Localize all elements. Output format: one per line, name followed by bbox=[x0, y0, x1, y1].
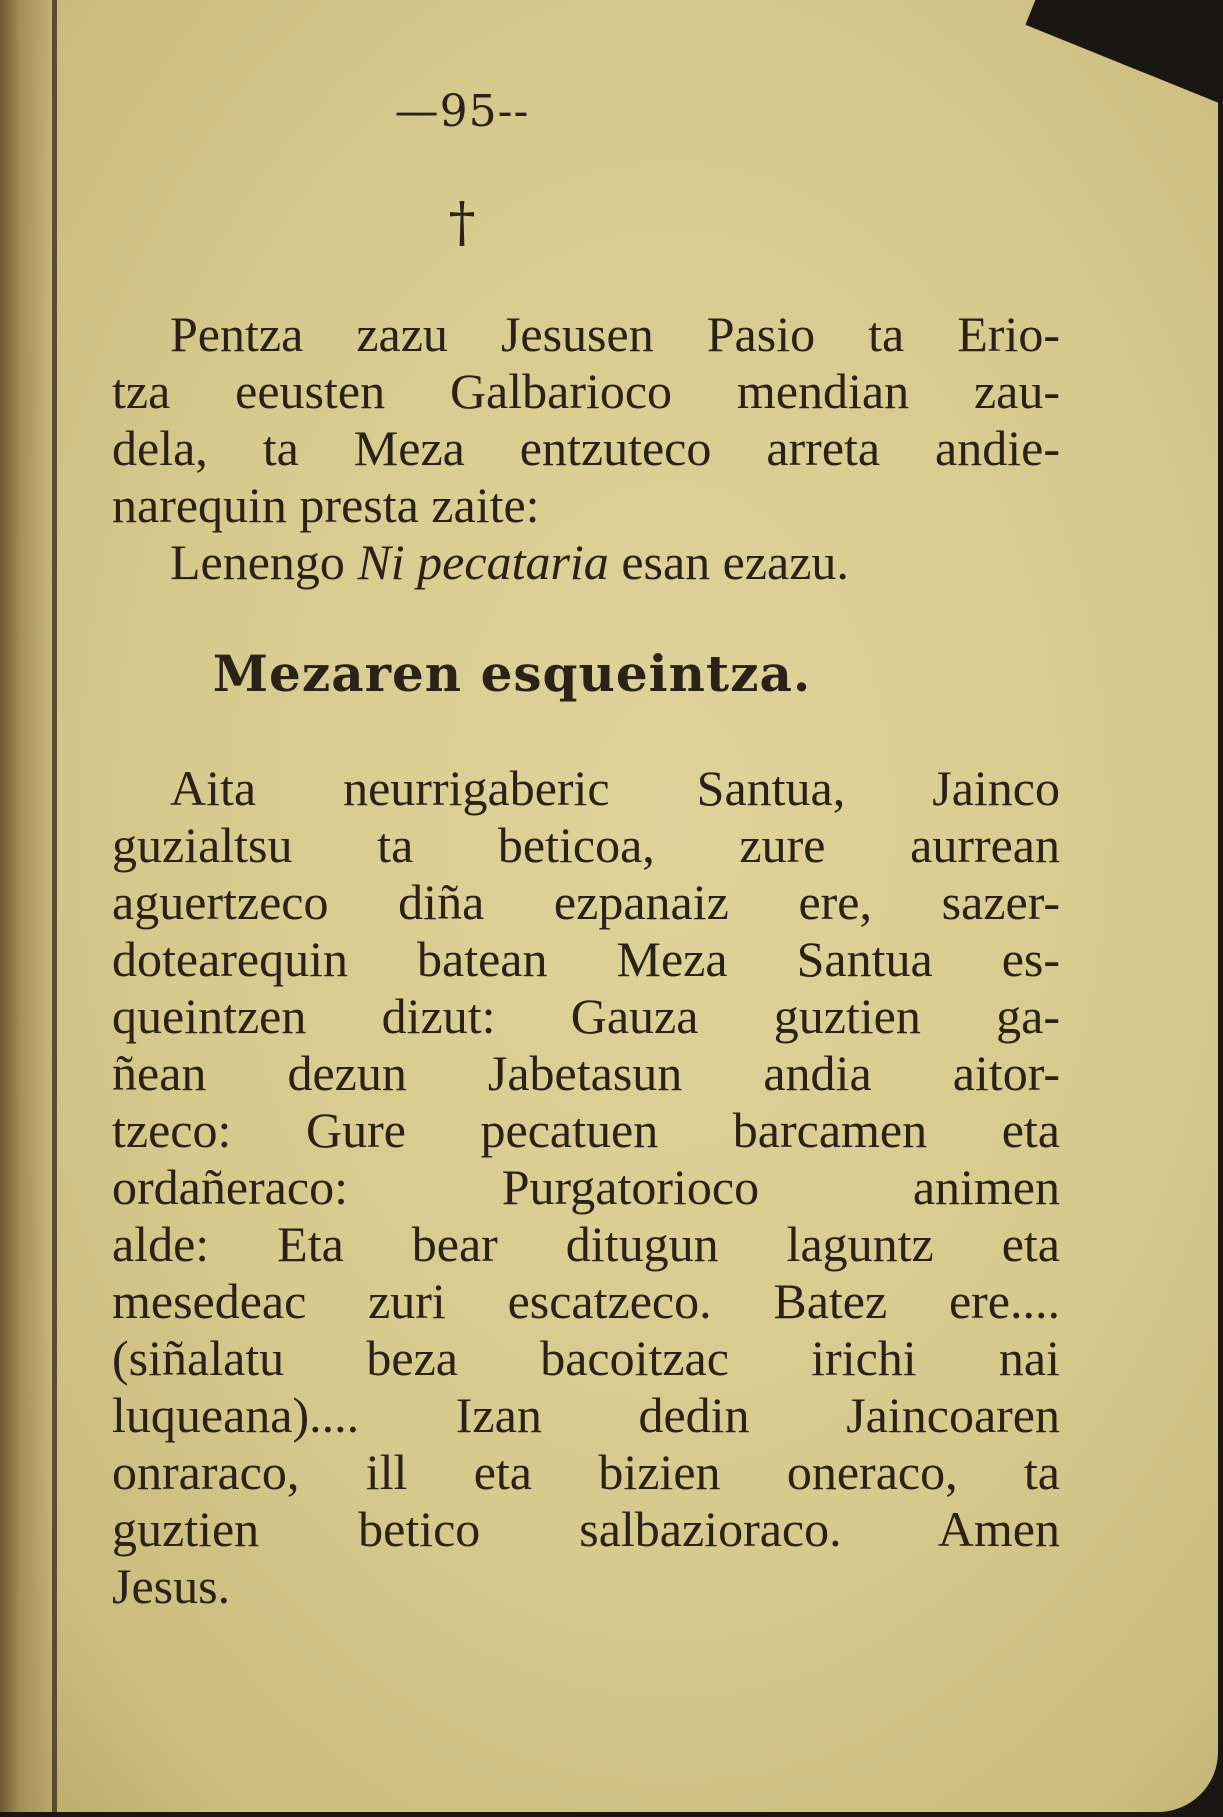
prayer-line: guzialtsu ta beticoa, zure aurrean bbox=[112, 817, 1060, 873]
prayer-line: ñean dezun Jabetasun andia aitor- bbox=[112, 1045, 1060, 1101]
intro-line: Pentza zazu Jesusen Pasio ta Erio- bbox=[170, 306, 1060, 362]
prayer-line: tzeco: Gure pecatuen barcamen eta bbox=[112, 1102, 1060, 1158]
prayer-line: ordañeraco: Purgatorioco animen bbox=[112, 1159, 1060, 1215]
prayer-line: aguertzeco diña ezpanaiz ere, sazer- bbox=[112, 874, 1060, 930]
intro-line: tza eeusten Galbarioco mendian zau- bbox=[112, 363, 1060, 419]
intro-paragraph bbox=[112, 306, 1060, 534]
intro-line: narequin presta zaite: bbox=[112, 477, 540, 533]
page-gutter-shadow bbox=[0, 0, 60, 1812]
cross-icon: † bbox=[448, 191, 476, 254]
intro-line: dela, ta Meza entzuteco arreta andie- bbox=[112, 420, 1060, 476]
prayer-line: guztien betico salbazioraco. Amen bbox=[112, 1501, 1060, 1557]
prayer-line: dotearequin batean Meza Santua es- bbox=[112, 931, 1060, 987]
page-corner-background bbox=[1025, 0, 1218, 107]
instruction-paragraph bbox=[112, 534, 1060, 591]
prayer-line: Jesus. bbox=[112, 1558, 231, 1614]
prayer-line: queintzen dizut: Gauza guztien ga- bbox=[112, 988, 1060, 1044]
page-number: —95-- bbox=[394, 86, 530, 137]
instruction-after: esan ezazu. bbox=[608, 534, 849, 590]
book-spine-edge bbox=[52, 0, 57, 1812]
prayer-line: mesedeac zuri escatzeco. Batez ere.... bbox=[112, 1273, 1060, 1329]
prayer-line: onraraco, ill eta bizien oneraco, ta bbox=[112, 1444, 1060, 1500]
prayer-line: alde: Eta bear ditugun laguntz eta bbox=[112, 1216, 1060, 1272]
prayer-line: luqueana).... Izan dedin Jaincoaren bbox=[112, 1387, 1060, 1443]
instruction-prayer-title: Ni pecataria bbox=[357, 534, 609, 590]
instruction-line bbox=[112, 534, 1060, 591]
section-heading: Mezaren esqueintza. bbox=[212, 644, 812, 703]
prayer-paragraph bbox=[112, 760, 1060, 1615]
prayer-line: (siñalatu beza bacoitzac irichi nai bbox=[112, 1330, 1060, 1386]
prayer-line: Aita neurrigaberic Santua, Jainco bbox=[170, 760, 1060, 816]
instruction-before: Lenengo bbox=[170, 534, 358, 590]
